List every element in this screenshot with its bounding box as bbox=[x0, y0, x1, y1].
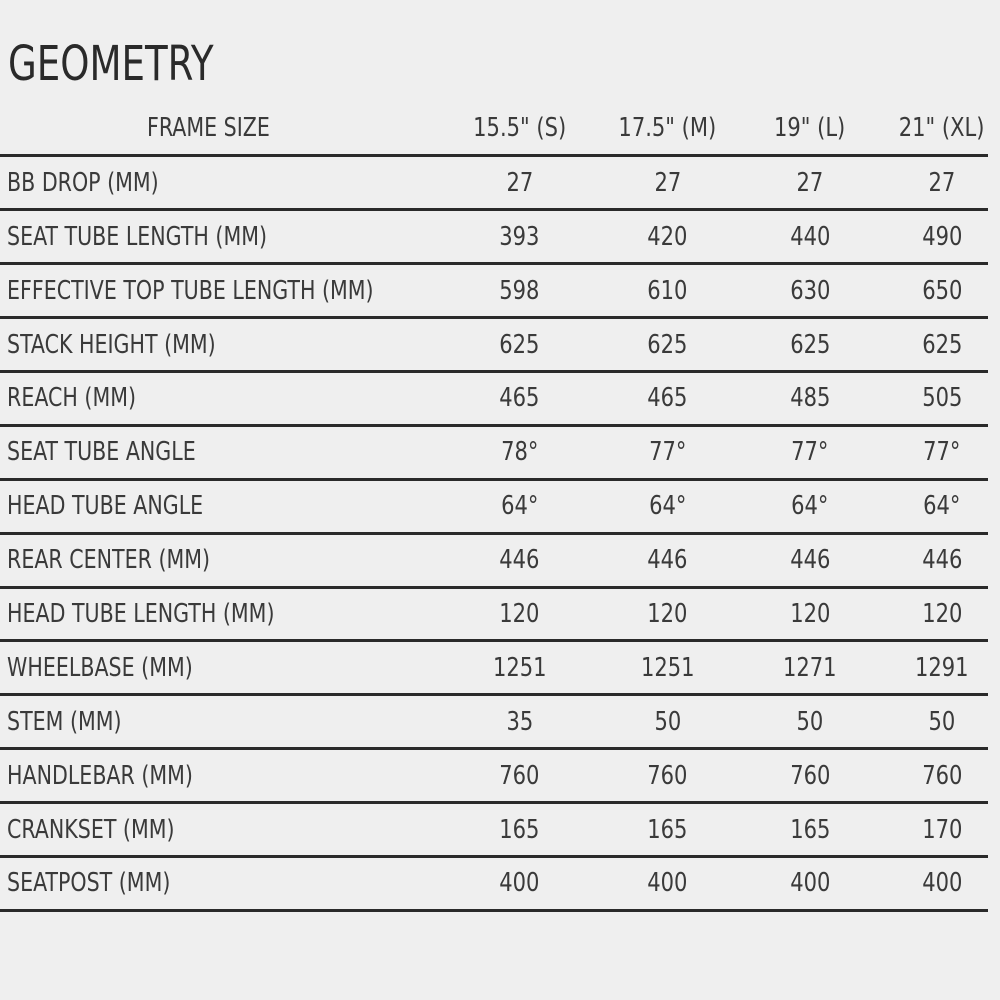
row-value: 27 bbox=[583, 156, 748, 210]
row-value: 50 bbox=[868, 695, 988, 749]
row-label: STEM (MM) bbox=[0, 695, 428, 749]
row-label: HEAD TUBE LENGTH (MM) bbox=[0, 587, 428, 641]
row-value: 465 bbox=[428, 371, 583, 425]
row-label: HANDLEBAR (MM) bbox=[0, 749, 428, 803]
row-value: 1271 bbox=[748, 641, 868, 695]
table-row bbox=[0, 371, 988, 425]
table-row bbox=[0, 803, 988, 857]
row-value: 505 bbox=[868, 371, 988, 425]
size-header-l: 19" (L) bbox=[748, 102, 868, 156]
row-value: 64° bbox=[868, 479, 988, 533]
row-value: 120 bbox=[868, 587, 988, 641]
geometry-table bbox=[0, 102, 988, 912]
row-value: 120 bbox=[583, 587, 748, 641]
row-value: 490 bbox=[868, 210, 988, 264]
row-value: 625 bbox=[868, 318, 988, 372]
row-label: STACK HEIGHT (MM) bbox=[0, 318, 428, 372]
row-value: 465 bbox=[583, 371, 748, 425]
row-value: 64° bbox=[748, 479, 868, 533]
row-label: SEAT TUBE LENGTH (MM) bbox=[0, 210, 428, 264]
row-value: 625 bbox=[748, 318, 868, 372]
row-value: 393 bbox=[428, 210, 583, 264]
table-row bbox=[0, 695, 988, 749]
table-row bbox=[0, 264, 988, 318]
row-value: 440 bbox=[748, 210, 868, 264]
row-value: 165 bbox=[428, 803, 583, 857]
size-header-s: 15.5" (S) bbox=[428, 102, 583, 156]
row-label: HEAD TUBE ANGLE bbox=[0, 479, 428, 533]
row-value: 1251 bbox=[428, 641, 583, 695]
header-row bbox=[0, 102, 988, 156]
row-value: 446 bbox=[428, 533, 583, 587]
size-header-m: 17.5" (M) bbox=[583, 102, 748, 156]
row-value: 77° bbox=[868, 425, 988, 479]
row-value: 485 bbox=[748, 371, 868, 425]
row-value: 50 bbox=[583, 695, 748, 749]
row-label: REACH (MM) bbox=[0, 371, 428, 425]
row-value: 630 bbox=[748, 264, 868, 318]
table-row bbox=[0, 749, 988, 803]
table-row bbox=[0, 318, 988, 372]
table-row bbox=[0, 425, 988, 479]
row-label: EFFECTIVE TOP TUBE LENGTH (MM) bbox=[0, 264, 428, 318]
row-value: 35 bbox=[428, 695, 583, 749]
row-value: 1251 bbox=[583, 641, 748, 695]
row-value: 650 bbox=[868, 264, 988, 318]
row-value: 170 bbox=[868, 803, 988, 857]
row-value: 760 bbox=[428, 749, 583, 803]
row-label: SEAT TUBE ANGLE bbox=[0, 425, 428, 479]
row-value: 610 bbox=[583, 264, 748, 318]
row-value: 64° bbox=[583, 479, 748, 533]
row-value: 77° bbox=[748, 425, 868, 479]
frame-size-header: FRAME SIZE bbox=[0, 102, 428, 156]
row-label: BB DROP (MM) bbox=[0, 156, 428, 210]
table-row bbox=[0, 210, 988, 264]
row-value: 625 bbox=[583, 318, 748, 372]
row-value: 420 bbox=[583, 210, 748, 264]
page-title: GEOMETRY bbox=[8, 36, 214, 92]
row-label: CRANKSET (MM) bbox=[0, 803, 428, 857]
row-label: REAR CENTER (MM) bbox=[0, 533, 428, 587]
row-value: 77° bbox=[583, 425, 748, 479]
row-value: 446 bbox=[583, 533, 748, 587]
table-row bbox=[0, 856, 988, 910]
row-value: 27 bbox=[428, 156, 583, 210]
table-row bbox=[0, 641, 988, 695]
row-value: 400 bbox=[748, 856, 868, 910]
row-value: 625 bbox=[428, 318, 583, 372]
row-value: 78° bbox=[428, 425, 583, 479]
row-value: 120 bbox=[748, 587, 868, 641]
row-value: 400 bbox=[428, 856, 583, 910]
row-value: 165 bbox=[583, 803, 748, 857]
row-value: 50 bbox=[748, 695, 868, 749]
row-label: SEATPOST (MM) bbox=[0, 856, 428, 910]
row-value: 760 bbox=[583, 749, 748, 803]
row-value: 165 bbox=[748, 803, 868, 857]
row-value: 446 bbox=[868, 533, 988, 587]
row-value: 760 bbox=[868, 749, 988, 803]
table-body bbox=[0, 156, 988, 910]
row-value: 1291 bbox=[868, 641, 988, 695]
row-value: 400 bbox=[868, 856, 988, 910]
row-value: 27 bbox=[868, 156, 988, 210]
row-value: 598 bbox=[428, 264, 583, 318]
table-row bbox=[0, 156, 988, 210]
size-header-xl: 21" (XL) bbox=[868, 102, 988, 156]
row-value: 400 bbox=[583, 856, 748, 910]
table-row bbox=[0, 533, 988, 587]
row-value: 446 bbox=[748, 533, 868, 587]
table-row bbox=[0, 587, 988, 641]
row-value: 27 bbox=[748, 156, 868, 210]
row-label: WHEELBASE (MM) bbox=[0, 641, 428, 695]
row-value: 760 bbox=[748, 749, 868, 803]
table-row bbox=[0, 479, 988, 533]
row-value: 120 bbox=[428, 587, 583, 641]
row-value: 64° bbox=[428, 479, 583, 533]
